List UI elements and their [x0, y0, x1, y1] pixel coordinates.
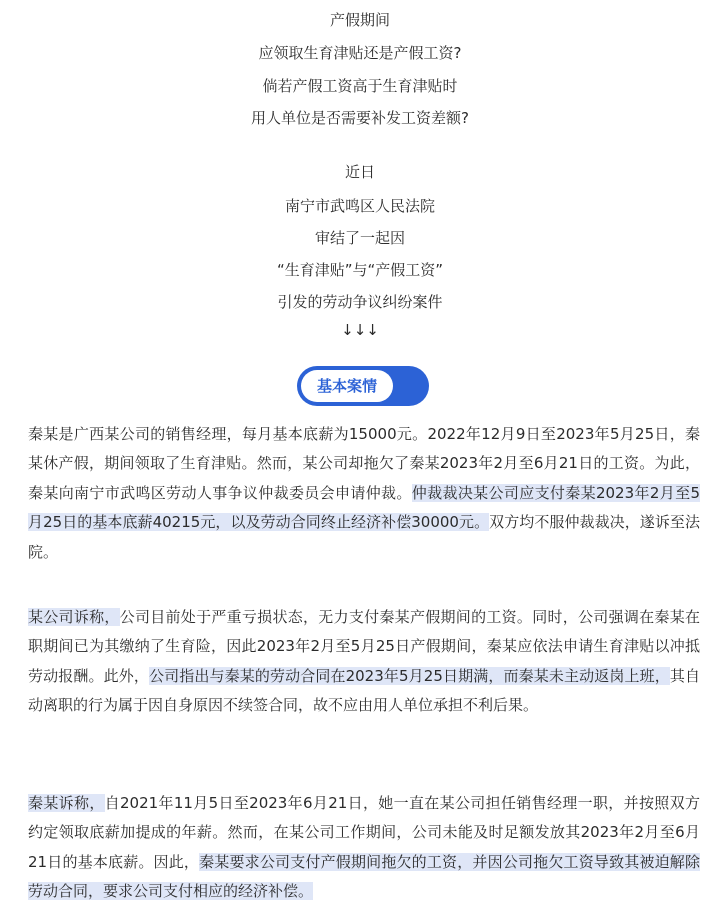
paragraph-text: 其自动离职的行为属于因自身原因不续签合同，故不应由用人单位承担不利后果。 — [28, 666, 700, 715]
case-intro-line: 近日 — [344, 163, 375, 181]
highlighted-text: 公司指出与秦某的劳动合同在2023年5月25日期满，而秦某未主动返岗上班， — [148, 666, 670, 685]
case-intro-line: 南宁市武鸣区人民法院 — [284, 197, 435, 215]
highlighted-text: 仲裁裁决某公司应支付秦某2023年2月至5月25日的基本底薪40215元，以及劳动合同终止经济补偿30000元。 — [28, 483, 700, 532]
case-intro-line: 引发的劳动争议纠纷案件 — [277, 293, 443, 311]
case-paragraph-1 — [28, 420, 700, 567]
paragraph-text: 公司目前处于严重亏损状态，无力支付秦某产假期间的工资。同时，公司强调在秦某在职期间已为其缴纳了生育险，因此2023年2月至5月25日产假期间，秦某应依法申请生育津贴以冲抵劳动报酬。此外， — [28, 608, 700, 685]
case-paragraph-2 — [28, 603, 700, 721]
paragraph-text: 自2021年11月5日至2023年6月21日，她一直在某公司担任销售经理一职，并按照双方约定领取底薪加提成的年薪。然而，在某公司工作期间，公司未能及时足额发放其2023年2月至6月21日的基本底薪。因此， — [28, 794, 700, 871]
down-arrows: ↓↓↓ — [341, 321, 379, 339]
paragraph-text: 双方均不服仲裁裁决，遂诉至法院。 — [28, 513, 700, 561]
highlighted-text: 秦某诉称， — [28, 794, 105, 812]
intro-line: 用人单位是否需要补发工资差额? — [251, 109, 469, 127]
intro-line: 倘若产假工资高于生育津贴时 — [262, 77, 458, 95]
case-paragraph-3 — [28, 789, 700, 907]
section-badge-label: 基本案情 — [301, 370, 393, 402]
paragraph-text: 秦某是广西某公司的销售经理，每月基本底薪为15000元。2022年12月9日至2023年5月25日，秦某休产假，期间领取了生育津贴。然而，某公司却拖欠了秦某2023年2月至6月21日的工资。为此，秦某向南宁市武鸣区劳动人事争议仲裁委员会申请仲裁。 — [28, 425, 700, 502]
intro-line: 产假期间 — [329, 11, 390, 29]
intro-line: 应领取生育津贴还是产假工资? — [258, 44, 462, 62]
section-badge-pill — [297, 366, 429, 406]
case-intro-line: “生育津贴”与“产假工资” — [276, 261, 444, 279]
highlighted-text: 某公司诉称， — [28, 608, 120, 626]
section-badge — [0, 366, 720, 406]
case-intro-line: 审结了一起因 — [314, 229, 405, 247]
highlighted-text: 秦某要求公司支付产假期间拖欠的工资，并因公司拖欠工资导致其被迫解除劳动合同，要求公司支付相应的经济补偿。 — [28, 852, 700, 901]
